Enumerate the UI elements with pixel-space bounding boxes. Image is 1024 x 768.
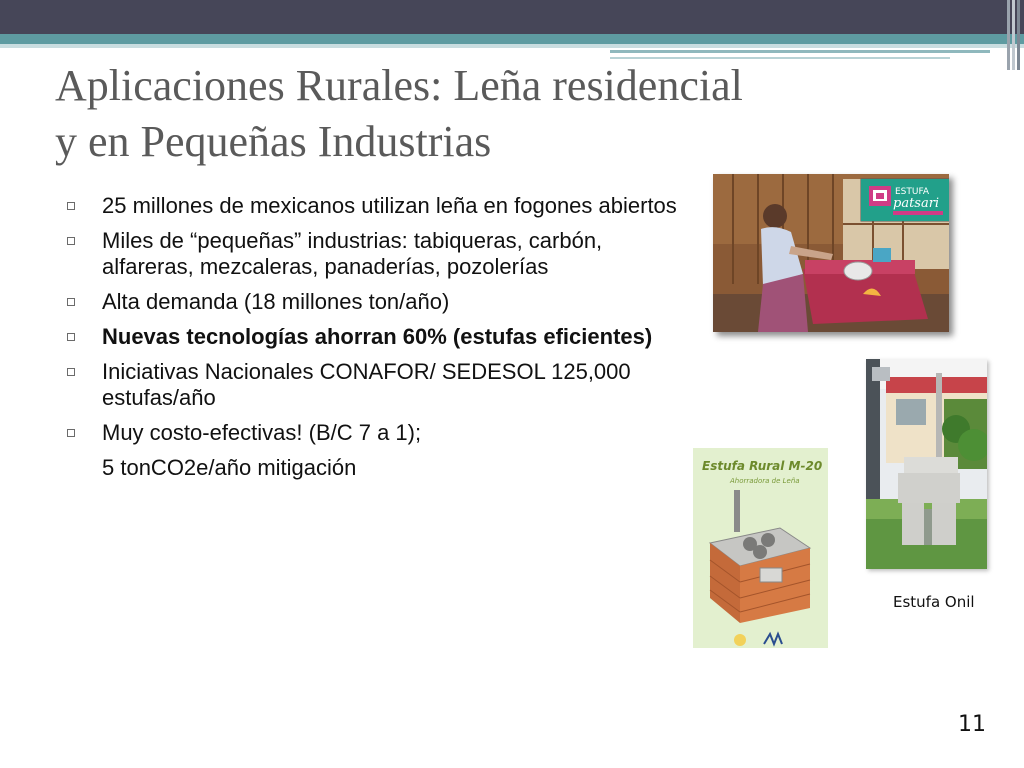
decorative-bars: [1007, 0, 1020, 70]
patsari-logo-top: ESTUFA: [895, 187, 929, 197]
m20-subtitle: Ahorradora de Leña: [730, 477, 800, 485]
bullet-item: Nuevas tecnologías ahorran 60% (estufas eficientes): [62, 324, 682, 350]
header-accent-stripe: [0, 34, 1024, 44]
bullet-item: Miles de “pequeñas” industrias: tabiqueras, carbón, alfareras, mezcaleras, panaderías, pozolerías: [62, 228, 682, 280]
header-light-stripe: [0, 44, 1024, 48]
slide-title: [55, 58, 935, 170]
bullet-item: Iniciativas Nacionales CONAFOR/ SEDESOL 125,000 estufas/año: [62, 359, 682, 411]
bullet-marker: [67, 368, 75, 376]
decorative-line: [610, 50, 990, 53]
patsari-stove-photo: [713, 174, 949, 332]
bullet-marker: [67, 333, 75, 341]
header-band: [0, 0, 1024, 34]
bullet-continuation: 5 tonCO2e/año mitigación: [102, 455, 357, 480]
bullet-item: Alta demanda (18 millones ton/año): [62, 289, 682, 315]
bullet-marker: [67, 298, 75, 306]
page-number: 11: [958, 712, 986, 737]
bullet-item: Muy costo-efectivas! (B/C 7 a 1);: [62, 420, 682, 446]
m20-stove-brochure: [690, 448, 828, 648]
patsari-logo-name: patsari: [893, 196, 940, 211]
onil-caption: Estufa Onil: [893, 593, 975, 611]
bullet-item: 25 millones de mexicanos utilizan leña en fogones abiertos: [62, 193, 682, 219]
bullet-marker: [67, 237, 75, 245]
title-line-2: y en Pequeñas Industrias: [55, 117, 492, 166]
title-line-1: Aplicaciones Rurales: Leña residencial: [55, 61, 743, 110]
bullet-marker: [67, 429, 75, 437]
m20-title: Estufa Rural M-20: [702, 459, 823, 473]
bullet-list: [62, 193, 682, 490]
bullet-marker: [67, 202, 75, 210]
onil-stove-photo: [866, 359, 987, 569]
